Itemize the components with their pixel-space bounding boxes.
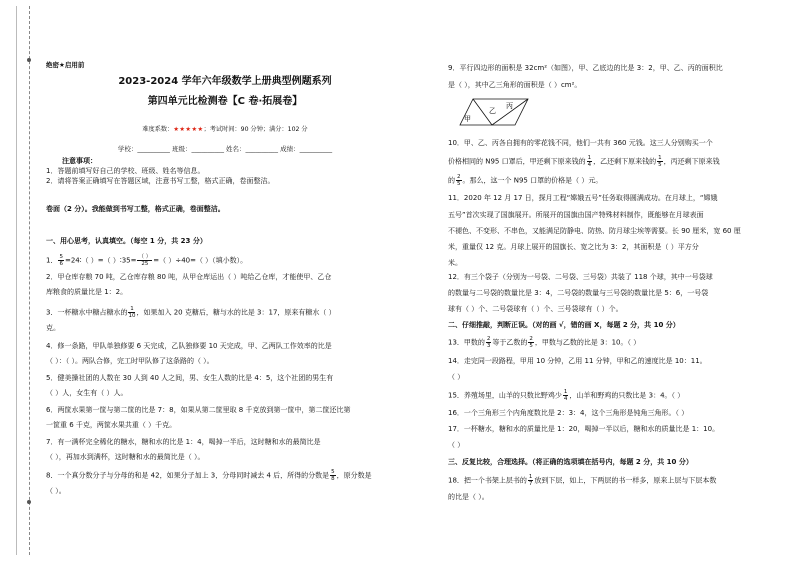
question-11-cont: 米，重量仅 12 克。月球上展开的国旗长、宽之比为 3：2，其面积是（ ）平方分 <box>448 243 699 251</box>
question-5: 5．健美操社团的人数在 30 人到 40 人之间，男、女生人数的比是 4：5，这个社团的男生有 <box>46 374 334 382</box>
question-10-cont: 的 $\frac{2}{5}$ 。那么，这一个 N95 口罩的价格是（ ）元。 <box>448 174 603 187</box>
question-4: 4．修一条路，甲队单独修要 6 天完成，乙队独修要 10 天完成，甲、乙两队工作效率的比是 <box>46 342 332 350</box>
question-11-cont: 不褪色、不变形、不串色，又能满足防静电、防热、防月球尘埃等需要。长 90 厘米，宽 60 厘 <box>448 227 741 235</box>
question-7-cont: （ ），再加水到满杯，这时糖和水的最简比是（ ）。 <box>46 453 205 461</box>
question-8: 8．一个真分数分子与分母的和是 42，如果分子加上 3，分母同时减去 4 后，所得的分数是 $\frac{5}{8}$ ，原分数是 <box>46 469 372 482</box>
question-17: 17．一杯糖水，糖和水的质量比是 1：20，喝掉一半以后，糖和水的质量比是 1：10。 <box>448 425 720 433</box>
question-9-cont: 是（ ），其中乙三角形的面积是（ ）cm²。 <box>448 81 582 89</box>
gutter-cut-line <box>29 6 30 555</box>
fraction: $\frac{1}{10}$ <box>128 306 136 319</box>
question-12: 12．有三个袋子（分别为一号袋、二号袋、三号袋）共装了 118 个球，其中一号袋球 <box>448 273 713 281</box>
notes-item: 2．请将答案正确填写在答题区域，注意书写工整，格式正确，卷面整洁。 <box>46 177 275 185</box>
section1-heading: 一、用心思考，认真填空。（每空 1 分，共 23 分） <box>46 237 207 245</box>
question-10-cont: 价格相同的 N95 口罩后，甲还剩下原来钱的 $\frac{1}{4}$ ，乙还剩下原来钱的 $\frac{1}{5}$ ，丙还剩下原来钱 <box>448 155 720 168</box>
question-16: 16．一个三角形三个内角度数比是 2：3：4，这个三角形是钝角三角形。（ ） <box>448 409 689 417</box>
question-6: 6．两筐水果第一筐与第二筐的比是 7：8，如果从第二筐里取 8 千克放到第一筐中，第二筐还比第 <box>46 406 351 414</box>
paper-section-heading: 卷面（2 分）。我能做到书写工整，格式正确，卷面整洁。 <box>46 205 225 213</box>
question-11: 11．2020 年 12 月 17 日，探月工程“嫦娥五号”任务取得圆满成功。在月球上，“嫦娥 <box>448 194 718 202</box>
question-17-cont: （ ） <box>448 441 465 449</box>
question-13: 13．甲数的 $\frac{2}{3}$ 等于乙数的 $\frac{2}{5}$ ，甲数与乙数的比是 3：10。（ ） <box>448 336 641 349</box>
question-4-cont: （ ）：（ ）。两队合修，完工时甲队修了这条路的（ ）。 <box>46 357 214 365</box>
gutter-dot <box>27 58 31 62</box>
section2-heading: 二、仔细推敲，判断正误。（对的画 √，错的画 X，每题 2 分，共 10 分） <box>448 321 680 329</box>
question-3-cont: 克。 <box>46 324 60 332</box>
notes-item: 1．答题前填写好自己的学校、班级、姓名等信息。 <box>46 167 205 175</box>
label-jia: 甲 <box>464 115 471 123</box>
fraction: $\frac{( )}{25}$ <box>138 254 152 267</box>
question-18-cont: 的比是（ ）。 <box>448 493 489 501</box>
question-6-cont: 一筐重 6 千克，两筐水果共重（ ）千克。 <box>46 421 177 429</box>
question-1: 1． $\frac{5}{6}$ =24∶（ ）=（ ）∶35= $\frac{( )}{25}$ =（ ）÷40=（ ）（填小数）。 <box>46 254 248 267</box>
question-12-cont: 的数量与二号袋的数量比是 3：4，二号袋的数量与三号袋的数量比是 5：6，一号袋 <box>448 289 709 297</box>
secret-label: 绝密★启用前 <box>46 61 85 69</box>
question-5-cont: （ ）人，女生有（ ）人。 <box>46 389 128 397</box>
fraction: $\frac{5}{8}$ <box>331 469 335 482</box>
fraction: $\frac{5}{6}$ <box>59 254 63 267</box>
exam-meta <box>46 124 404 133</box>
question-3: 3．一杯糖水中糖占糖水的 $\frac{1}{10}$ ，如果加入 20 克糖后，糖与水的比是 3：17，原来有糖水（ ） <box>46 306 336 319</box>
page-subtitle: 第四单元比检测卷【C 卷·拓展卷】 <box>147 96 303 107</box>
question-15: 15．养殖场里，山羊的只数比野鸡少 $\frac{1}{4}$ ，山羊和野鸡的只数比是 3：4。（ ） <box>448 389 685 402</box>
question-10: 10．甲、乙、丙各自拥有的零花钱不同，他们一共有 360 元钱。这三人分别购买一个 <box>448 139 713 147</box>
question-11-cont: 米。 <box>448 259 462 267</box>
question-14-cont: （ ） <box>448 373 465 381</box>
difficulty-stars: ★★★★★ <box>173 126 204 133</box>
question-18: 18．把一个书架上层书的 $\frac{1}{7}$ 放到下层，如上，下两层的书一样多，原来上层与下层本数 <box>448 474 717 487</box>
difficulty-label: 难度系数： <box>142 126 174 133</box>
question-2: 2．甲仓库存粮 70 吨，乙仓库存粮 80 吨，从甲仓库运出（ ）吨给乙仓库，才能使甲、乙仓 <box>46 273 332 281</box>
question-8-cont: （ ）。 <box>46 487 66 495</box>
label-yi: 乙 <box>489 107 496 115</box>
exam-time: ；考试时间：90 分钟；满分：102 分 <box>203 126 308 133</box>
question-11-cont: 五号”首次实现了国旗展开。所展开的国旗由国产特殊材料制作，既能够在月球表面 <box>448 211 704 219</box>
page-title: 2023-2024 学年六年级数学上册典型例题系列 <box>118 76 332 87</box>
question-7: 7．有一满杯完全稀化的糖水，糖和水的比是 1：4，喝掉一半后，这时糖和水的最简比是 <box>46 438 321 446</box>
question-9: 9．平行四边形的面积是 32cm²（如图），甲、乙底边的比是 3：2，甲、乙、丙的面积比 <box>448 64 723 72</box>
parallelogram-diagram <box>459 98 529 126</box>
label-bing: 丙 <box>506 102 513 110</box>
notes-heading: 注意事项： <box>62 157 97 165</box>
question-2-cont: 库粮食的质量比是 1：2。 <box>46 288 128 296</box>
question-14: 14．走完同一段路程，甲用 10 分钟，乙用 11 分钟，甲和乙的速度比是 10：11。 <box>448 357 707 365</box>
section3-heading: 三、反复比较，合理选择。（将正确的选项填在括号内，每题 2 分，共 10 分） <box>448 458 693 466</box>
gutter-dot <box>27 500 31 504</box>
question-12-cont: 球有（ ）个、二号袋球有（ ）个、三号袋球有（ ）个。 <box>448 305 623 313</box>
gutter-inner-line <box>16 6 17 555</box>
binding-gutter <box>0 0 34 561</box>
student-info-fields: 学校：__________ 班级：__________ 姓名：__________ 成绩：__________ <box>117 145 333 153</box>
